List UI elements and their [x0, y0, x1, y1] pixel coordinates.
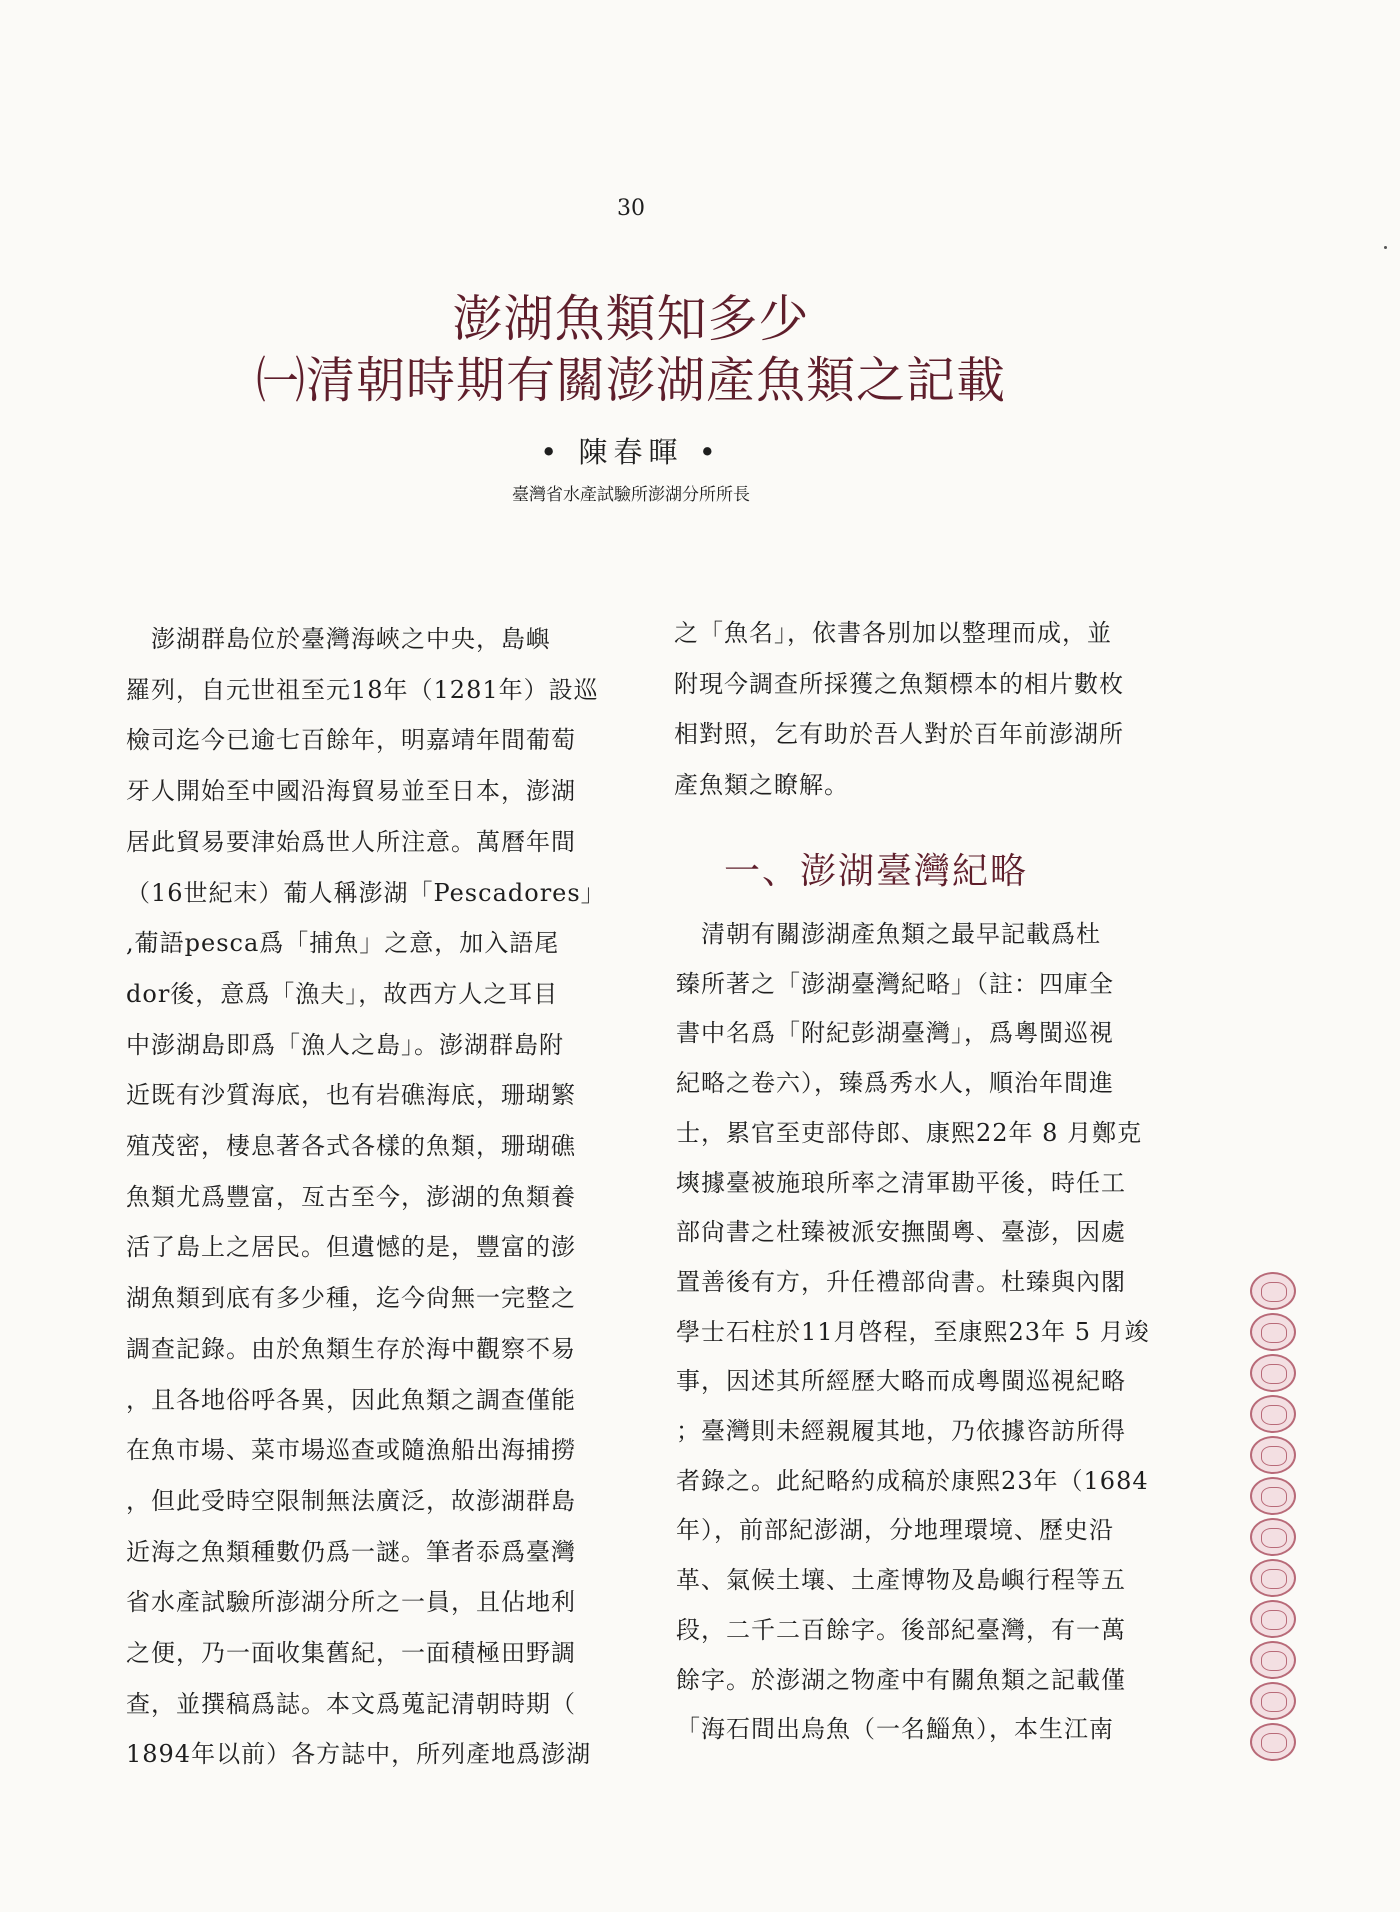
- text-line: 學士石柱於11月啓程，至康熙23年 5 月竣: [676, 1317, 1150, 1346]
- page-number: 30: [617, 196, 645, 221]
- text-line: ，但此受時空限制無法廣泛，故澎湖群島: [126, 1486, 576, 1515]
- text-line: 澎湖群島位於臺灣海峽之中央，島嶼: [126, 625, 551, 653]
- text-line: 書中名爲「附紀彭湖臺灣」，爲粵閩巡視: [676, 1019, 1114, 1048]
- text-line: 魚類尤爲豐富，亙古至今，澎湖的魚類養: [126, 1182, 576, 1211]
- seal-stamp-icon: [1250, 1436, 1296, 1474]
- text-line: 1894年以前）各方誌中，所列產地爲澎湖: [126, 1740, 592, 1769]
- text-line: 年），前部紀澎湖，分地理環境、歷史沿: [676, 1516, 1114, 1545]
- text-line: 相對照，乞有助於吾人對於百年前澎湖所: [674, 720, 1124, 749]
- seal-stamp-icon: [1250, 1313, 1296, 1351]
- text-line: 紀略之卷六），臻爲秀水人，順治年間進: [676, 1069, 1114, 1098]
- title-line-2: ㈠清朝時期有關澎湖產魚類之記載: [255, 352, 1006, 409]
- text-line: 省水產試驗所澎湖分所之一員，且佔地利: [126, 1588, 576, 1617]
- text-line: 殖茂密，棲息著各式各樣的魚類，珊瑚礁: [126, 1132, 576, 1161]
- text-line: 臻所著之「澎湖臺灣紀略」（註：四庫全: [676, 969, 1114, 998]
- text-line: 居此貿易要津始爲世人所注意。萬曆年間: [126, 827, 576, 856]
- seal-stamp-icon: [1250, 1723, 1296, 1761]
- text-line: ，且各地俗呼各異，因此魚類之調查僅能: [126, 1385, 576, 1414]
- seal-stamp-icon: [1250, 1600, 1296, 1638]
- text-line: ；臺灣則未經親履其地，乃依據咨訪所得: [676, 1417, 1126, 1446]
- text-line: 近海之魚類種數仍爲一謎。筆者忝爲臺灣: [126, 1537, 576, 1566]
- text-line: 產魚類之瞭解。: [674, 771, 849, 800]
- seal-stamp-icon: [1250, 1641, 1296, 1679]
- text-line: 檢司迄今已逾七百餘年，明嘉靖年間葡萄: [126, 726, 576, 755]
- text-line: 活了島上之居民。但遺憾的是，豐富的澎: [126, 1233, 576, 1262]
- text-line: 附現今調查所採獲之魚類標本的相片數枚: [674, 669, 1124, 698]
- text-line: 查，並撰稿爲誌。本文爲蒐記清朝時期（: [126, 1689, 576, 1718]
- decorative-seal-strip: [1244, 1272, 1302, 1764]
- text-line: 置善後有方，升任禮部尙書。杜臻與內閣: [676, 1267, 1126, 1296]
- text-line: ,葡語pesca爲「捕魚」之意，加入語尾: [126, 929, 560, 958]
- text-line: 段，二千二百餘字。後部紀臺灣，有一萬: [676, 1615, 1126, 1644]
- text-line: 革、氣候土壤、土產博物及島嶼行程等五: [676, 1566, 1126, 1595]
- seal-stamp-icon: [1250, 1272, 1296, 1310]
- text-line: （16世紀末）葡人稱澎湖「Pescadores」: [126, 878, 606, 907]
- text-line: 湖魚類到底有多少種，迄今尙無一完整之: [126, 1284, 576, 1313]
- text-line: 清朝有關澎湖產魚類之最早記載爲杜: [676, 920, 1101, 948]
- text-line: 「海石間出烏魚（一名鯔魚），本生江南: [676, 1715, 1114, 1744]
- text-line: 牙人開始至中國沿海貿易並至日本，澎湖: [126, 777, 576, 806]
- text-line: 之「魚名」，依書各別加以整理而成，並: [674, 619, 1112, 647]
- text-line: 之便，乃一面收集舊紀，一面積極田野調: [126, 1639, 576, 1668]
- text-line: 士，累官至吏部侍郎、康熙22年 8 月鄭克: [676, 1118, 1143, 1147]
- text-line: 近既有沙質海底，也有岩礁海底，珊瑚繁: [126, 1081, 576, 1110]
- seal-stamp-icon: [1250, 1395, 1296, 1433]
- author-affiliation: 臺灣省水產試驗所澎湖分所所長: [512, 485, 750, 505]
- left-column-text: [126, 614, 606, 1780]
- text-line: 者錄之。此紀略約成稿於康熙23年（1684: [676, 1466, 1149, 1495]
- text-line: 塽據臺被施琅所率之清軍勘平後，時任工: [676, 1168, 1126, 1197]
- right-column-intro-text: [674, 608, 1154, 811]
- text-line: 餘字。於澎湖之物產中有關魚類之記載僅: [676, 1665, 1126, 1694]
- text-line: 事，因述其所經歷大略而成粵閩巡視紀略: [676, 1367, 1126, 1396]
- section-heading: 一、澎湖臺灣紀略: [724, 851, 1029, 892]
- text-line: 調查記錄。由於魚類生存於海中觀察不易: [126, 1334, 576, 1363]
- text-line: dor後，意爲「漁夫」，故西方人之耳目: [126, 979, 559, 1008]
- title-line-1: 澎湖魚類知多少: [452, 290, 810, 348]
- text-line: 在魚市場、菜市場巡查或隨漁船出海捕撈: [126, 1436, 576, 1465]
- seal-stamp-icon: [1250, 1518, 1296, 1556]
- seal-stamp-icon: [1250, 1559, 1296, 1597]
- text-line: 部尙書之杜臻被派安撫閩粵、臺澎，因處: [676, 1218, 1126, 1247]
- scan-speck: [1384, 246, 1387, 249]
- text-line: 中澎湖島即爲「漁人之島」。澎湖群島附: [126, 1030, 564, 1059]
- seal-stamp-icon: [1250, 1682, 1296, 1720]
- author-name: • 陳春暉 •: [540, 435, 722, 469]
- right-column-body-text: [676, 910, 1156, 1755]
- seal-stamp-icon: [1250, 1354, 1296, 1392]
- seal-stamp-icon: [1250, 1477, 1296, 1515]
- text-line: 羅列，自元世祖至元18年（1281年）設巡: [126, 675, 599, 704]
- article-title: [0, 288, 1262, 412]
